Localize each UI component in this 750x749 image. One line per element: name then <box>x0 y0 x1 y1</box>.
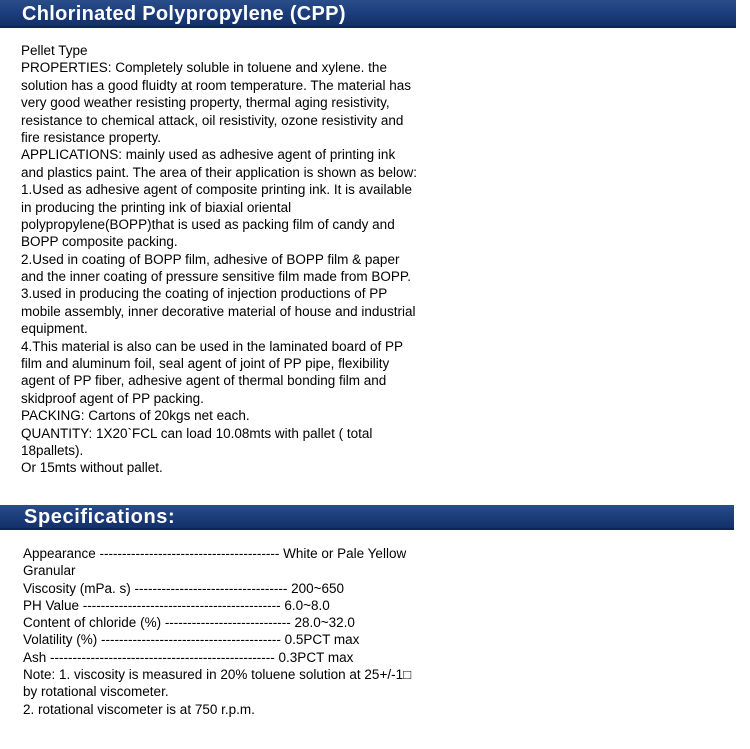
description-line: polypropylene(BOPP)that is used as packing film of candy and <box>21 216 395 232</box>
specification-line: Content of chloride (%) ---------------------------- 28.0~32.0 <box>23 615 355 631</box>
specification-line: 2. rotational viscometer is at 750 r.p.m. <box>23 701 255 717</box>
description-line: Or 15mts without pallet. <box>21 460 163 476</box>
specifications-list <box>23 545 483 718</box>
specification-line: Appearance ---------------------------------------- White or Pale Yellow <box>23 546 407 561</box>
product-description <box>21 42 461 477</box>
description-line: Pellet Type <box>21 43 88 58</box>
specification-line: Viscosity (mPa. s) ---------------------------------- 200~650 <box>23 580 345 596</box>
description-line: 18pallets). <box>21 442 84 458</box>
specification-line: Volatility (%) ---------------------------------------- 0.5PCT max <box>23 632 360 648</box>
description-line: and the inner coating of pressure sensitive film made from BOPP. <box>21 269 411 285</box>
description-line: mobile assembly, inner decorative material of house and industrial <box>21 303 416 319</box>
specification-line: Granular <box>23 563 76 579</box>
description-line: fire resistance property. <box>21 129 162 145</box>
page-title: Chlorinated Polypropylene (CPP) <box>22 3 346 25</box>
description-line: 4.This material is also can be used in the laminated board of PP <box>21 338 403 354</box>
specification-line: PH Value -------------------------------------------- 6.0~8.0 <box>23 597 330 613</box>
description-line: PROPERTIES: Completely soluble in toluene and xylene. the <box>21 60 387 76</box>
description-line: equipment. <box>21 321 88 337</box>
specification-line: Ash -------------------------------------------------- 0.3PCT max <box>23 649 354 665</box>
specifications-title: Specifications: <box>24 506 176 528</box>
description-line: 3.used in producing the coating of injection productions of PP <box>21 286 388 302</box>
description-line: very good weather resisting property, thermal aging resistivity, <box>21 95 390 111</box>
specifications-banner <box>0 505 734 530</box>
description-line: in producing the printing ink of biaxial oriental <box>21 199 292 215</box>
description-line: skidproof agent of PP packing. <box>21 390 204 406</box>
description-line: 2.Used in coating of BOPP film, adhesive of BOPP film & paper <box>21 251 400 267</box>
description-line: 1.Used as adhesive agent of composite printing ink. It is available <box>21 182 412 198</box>
description-line: resistance to chemical attack, oil resistivity, ozone resistivity and <box>21 112 404 128</box>
specification-line: Note: 1. viscosity is measured in 20% toluene solution at 25+/-1□ <box>23 667 412 683</box>
description-line: agent of PP fiber, adhesive agent of thermal bonding film and <box>21 373 387 389</box>
description-line: QUANTITY: 1X20`FCL can load 10.08mts with pallet ( total <box>21 425 373 441</box>
specification-line: by rotational viscometer. <box>23 684 169 700</box>
description-line: PACKING: Cartons of 20kgs net each. <box>21 408 250 424</box>
description-line: solution has a good fluidty at room temperature. The material has <box>21 77 411 93</box>
description-line: BOPP composite packing. <box>21 234 178 250</box>
description-line: APPLICATIONS: mainly used as adhesive agent of printing ink <box>21 147 396 163</box>
description-line: film and aluminum foil, seal agent of joint of PP pipe, flexibility <box>21 356 390 372</box>
title-banner <box>0 0 736 28</box>
description-line: and plastics paint. The area of their application is shown as below: <box>21 164 417 180</box>
